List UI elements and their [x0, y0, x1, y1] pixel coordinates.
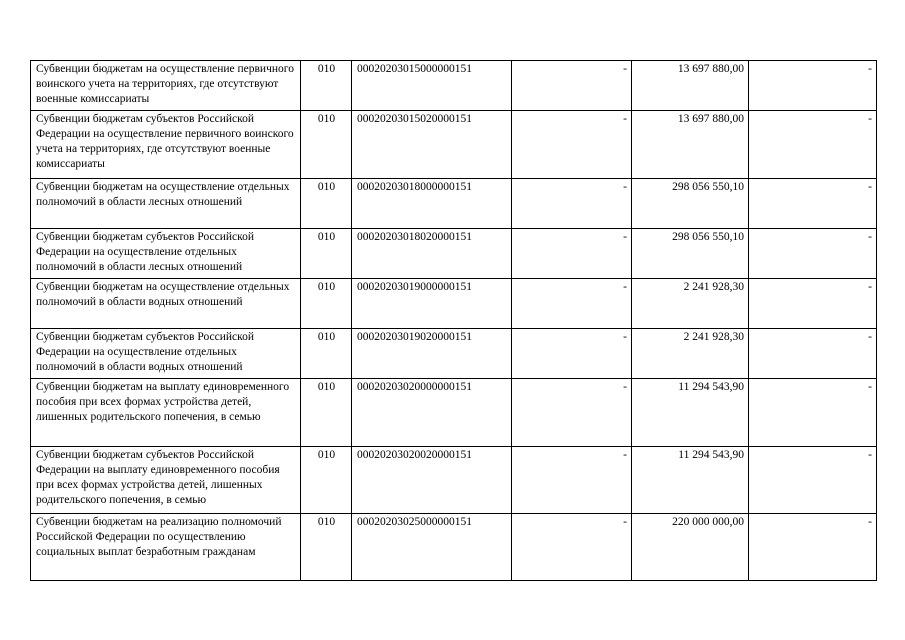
row-name-cell: Субвенции бюджетам на реализацию полномочий Российской Федерации по осуществлению социальных выплат безработным гражданам [31, 514, 301, 581]
row-value3-cell: - [749, 111, 877, 179]
row-kbk-cell: 00020203019000000151 [352, 279, 512, 329]
row-value1-cell: - [512, 514, 632, 581]
row-value1-cell: - [512, 379, 632, 447]
row-code-cell: 010 [301, 279, 352, 329]
table-row [31, 514, 877, 581]
row-value2-cell: 298 056 550,10 [632, 179, 749, 229]
row-code-cell: 010 [301, 61, 352, 111]
row-kbk-cell: 00020203015020000151 [352, 111, 512, 179]
row-kbk-cell: 00020203015000000151 [352, 61, 512, 111]
row-code-cell: 010 [301, 329, 352, 379]
row-name-cell: Субвенции бюджетам на осуществление отдельных полномочий в области водных отношений [31, 279, 301, 329]
row-value1-cell: - [512, 179, 632, 229]
table-row [31, 229, 877, 279]
row-value1-cell: - [512, 61, 632, 111]
row-value2-cell: 13 697 880,00 [632, 111, 749, 179]
table-row [31, 447, 877, 514]
row-value2-cell: 2 241 928,30 [632, 329, 749, 379]
row-code-cell: 010 [301, 111, 352, 179]
row-value3-cell: - [749, 447, 877, 514]
row-value1-cell: - [512, 329, 632, 379]
row-name-cell: Субвенции бюджетам субъектов Российской Федерации на осуществление отдельных полномочий в области водных отношений [31, 329, 301, 379]
row-code-cell: 010 [301, 514, 352, 581]
row-code-cell: 010 [301, 229, 352, 279]
table-row [31, 111, 877, 179]
row-value2-cell: 2 241 928,30 [632, 279, 749, 329]
row-value3-cell: - [749, 379, 877, 447]
row-value2-cell: 298 056 550,10 [632, 229, 749, 279]
row-value3-cell: - [749, 329, 877, 379]
table-row [31, 61, 877, 111]
row-name-cell: Субвенции бюджетам субъектов Российской Федерации на осуществление отдельных полномочий в области лесных отношений [31, 229, 301, 279]
row-kbk-cell: 00020203025000000151 [352, 514, 512, 581]
row-kbk-cell: 00020203018020000151 [352, 229, 512, 279]
row-kbk-cell: 00020203018000000151 [352, 179, 512, 229]
table-row [31, 179, 877, 229]
row-kbk-cell: 00020203020020000151 [352, 447, 512, 514]
table-row [31, 329, 877, 379]
row-code-cell: 010 [301, 179, 352, 229]
table-row [31, 279, 877, 329]
row-code-cell: 010 [301, 379, 352, 447]
row-value2-cell: 13 697 880,00 [632, 61, 749, 111]
row-value3-cell: - [749, 179, 877, 229]
row-value2-cell: 220 000 000,00 [632, 514, 749, 581]
row-value3-cell: - [749, 61, 877, 111]
row-name-cell: Субвенции бюджетам на осуществление отдельных полномочий в области лесных отношений [31, 179, 301, 229]
row-name-cell: Субвенции бюджетам субъектов Российской Федерации на осуществление первичного воинского учета на территориях, где отсутствуют военные комиссариаты [31, 111, 301, 179]
row-kbk-cell: 00020203019020000151 [352, 329, 512, 379]
row-value3-cell: - [749, 229, 877, 279]
row-value2-cell: 11 294 543,90 [632, 379, 749, 447]
row-value1-cell: - [512, 279, 632, 329]
row-value1-cell: - [512, 111, 632, 179]
table-row [31, 379, 877, 447]
budget-table [30, 60, 877, 581]
row-value1-cell: - [512, 447, 632, 514]
row-code-cell: 010 [301, 447, 352, 514]
row-value3-cell: - [749, 279, 877, 329]
row-name-cell: Субвенции бюджетам на осуществление первичного воинского учета на территориях, где отсутствуют военные комиссариаты [31, 61, 301, 111]
row-kbk-cell: 00020203020000000151 [352, 379, 512, 447]
row-value3-cell: - [749, 514, 877, 581]
row-value1-cell: - [512, 229, 632, 279]
row-name-cell: Субвенции бюджетам субъектов Российской Федерации на выплату единовременного пособия при всех формах устройства детей, лишенных родительского попечения, в семью [31, 447, 301, 514]
row-value2-cell: 11 294 543,90 [632, 447, 749, 514]
row-name-cell: Субвенции бюджетам на выплату единовременного пособия при всех формах устройства детей, лишенных родительского попечения, в семью [31, 379, 301, 447]
